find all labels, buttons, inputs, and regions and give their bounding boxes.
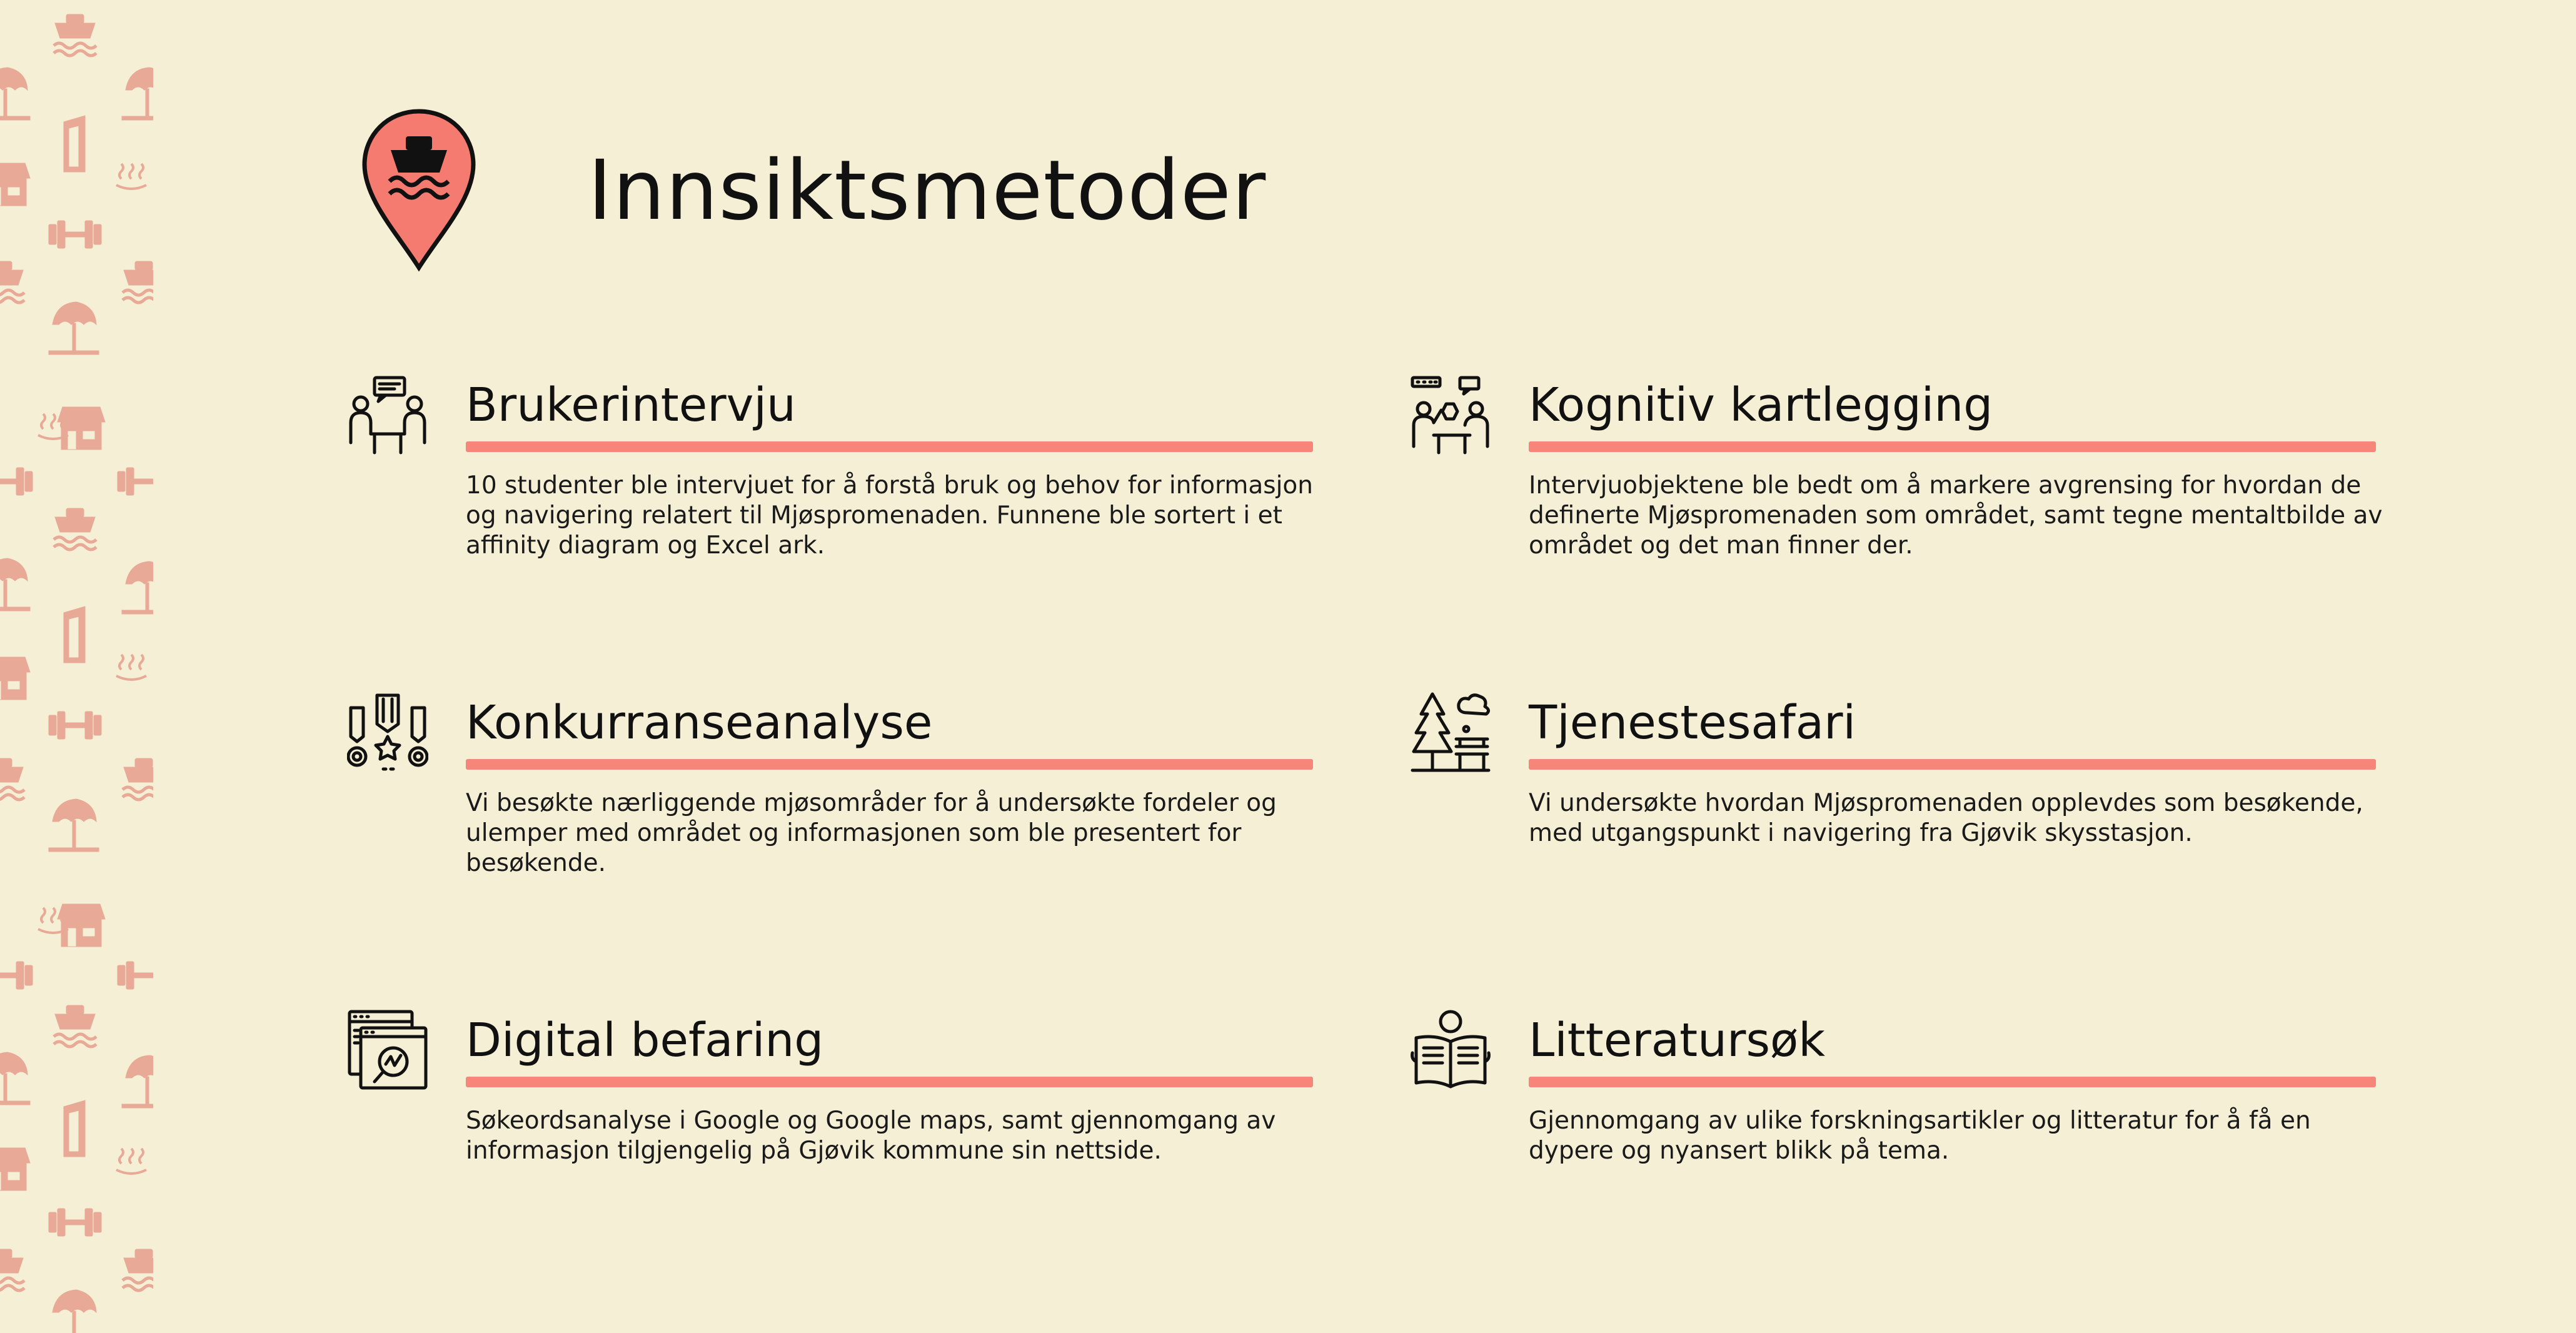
medals-icon	[347, 692, 428, 773]
method-description: Vi undersøkte hvordan Mjøspromenaden opplevdes som besøkende, med utgangspunkt i navigering fra Gjøvik skysstasjon.	[1529, 789, 2363, 847]
method-heading: Brukerintervju	[466, 378, 796, 432]
method-card-digital-befaring	[347, 1009, 1276, 1259]
method-heading: Litteratursøk	[1529, 1014, 1826, 1067]
method-heading: Digital befaring	[466, 1014, 824, 1067]
method-description: 10 studenter ble intervjuet for å forstå bruk og behov for informasjon og navigering relatert til Mjøspromenaden. Funnene ble sortert i et affinity diagram og Excel ark.	[466, 471, 1314, 560]
accent-rule	[1529, 441, 2376, 452]
pattern-icons	[0, 0, 153, 1333]
method-description: Gjennomgang av ulike forskningsartikler og litteratur for å få en dypere og nyansert blikk på tema.	[1529, 1107, 2311, 1165]
reading-person-icon	[1410, 1009, 1491, 1090]
cognitive-mapping-icon	[1410, 374, 1491, 455]
accent-rule	[466, 441, 1313, 452]
accent-rule	[466, 759, 1313, 770]
decorative-pattern-strip	[0, 0, 153, 1333]
method-card-tjenestesafari	[1410, 692, 2363, 942]
accent-rule	[466, 1077, 1313, 1087]
accent-rule	[1529, 759, 2376, 770]
accent-rule	[1529, 1077, 2376, 1087]
method-description: Intervjuobjektene ble bedt om å markere avgrensing for hvordan de definerte Mjøspromenaden som området, samt tegne mentaltbilde av området og det man finner der.	[1529, 471, 2383, 560]
method-description: Søkeordsanalyse i Google og Google maps, samt gjennomgang av informasjon tilgjengelig på Gjøvik kommune sin nettside.	[466, 1107, 1276, 1165]
method-heading: Konkurranseanalyse	[466, 696, 933, 750]
method-heading: Kognitiv kartlegging	[1529, 378, 1993, 432]
boat-location-pin-icon	[360, 105, 478, 274]
method-card-konkurranseanalyse	[347, 692, 1277, 942]
method-heading: Tjenestesafari	[1529, 696, 1856, 750]
web-analytics-icon	[347, 1009, 428, 1090]
method-card-litteratursok	[1410, 1009, 2311, 1259]
method-description: Vi besøkte nærliggende mjøsområder for å undersøkte fordeler og ulemper med området og informasjonen som ble presentert for besøkende.	[466, 789, 1277, 877]
method-card-brukerintervju	[347, 374, 1314, 624]
method-card-kognitiv-kartlegging	[1410, 374, 2383, 624]
interview-people-icon	[347, 374, 428, 455]
page-title: Innsiktsmetoder	[588, 143, 1267, 239]
park-bench-tree-icon	[1410, 692, 1491, 773]
